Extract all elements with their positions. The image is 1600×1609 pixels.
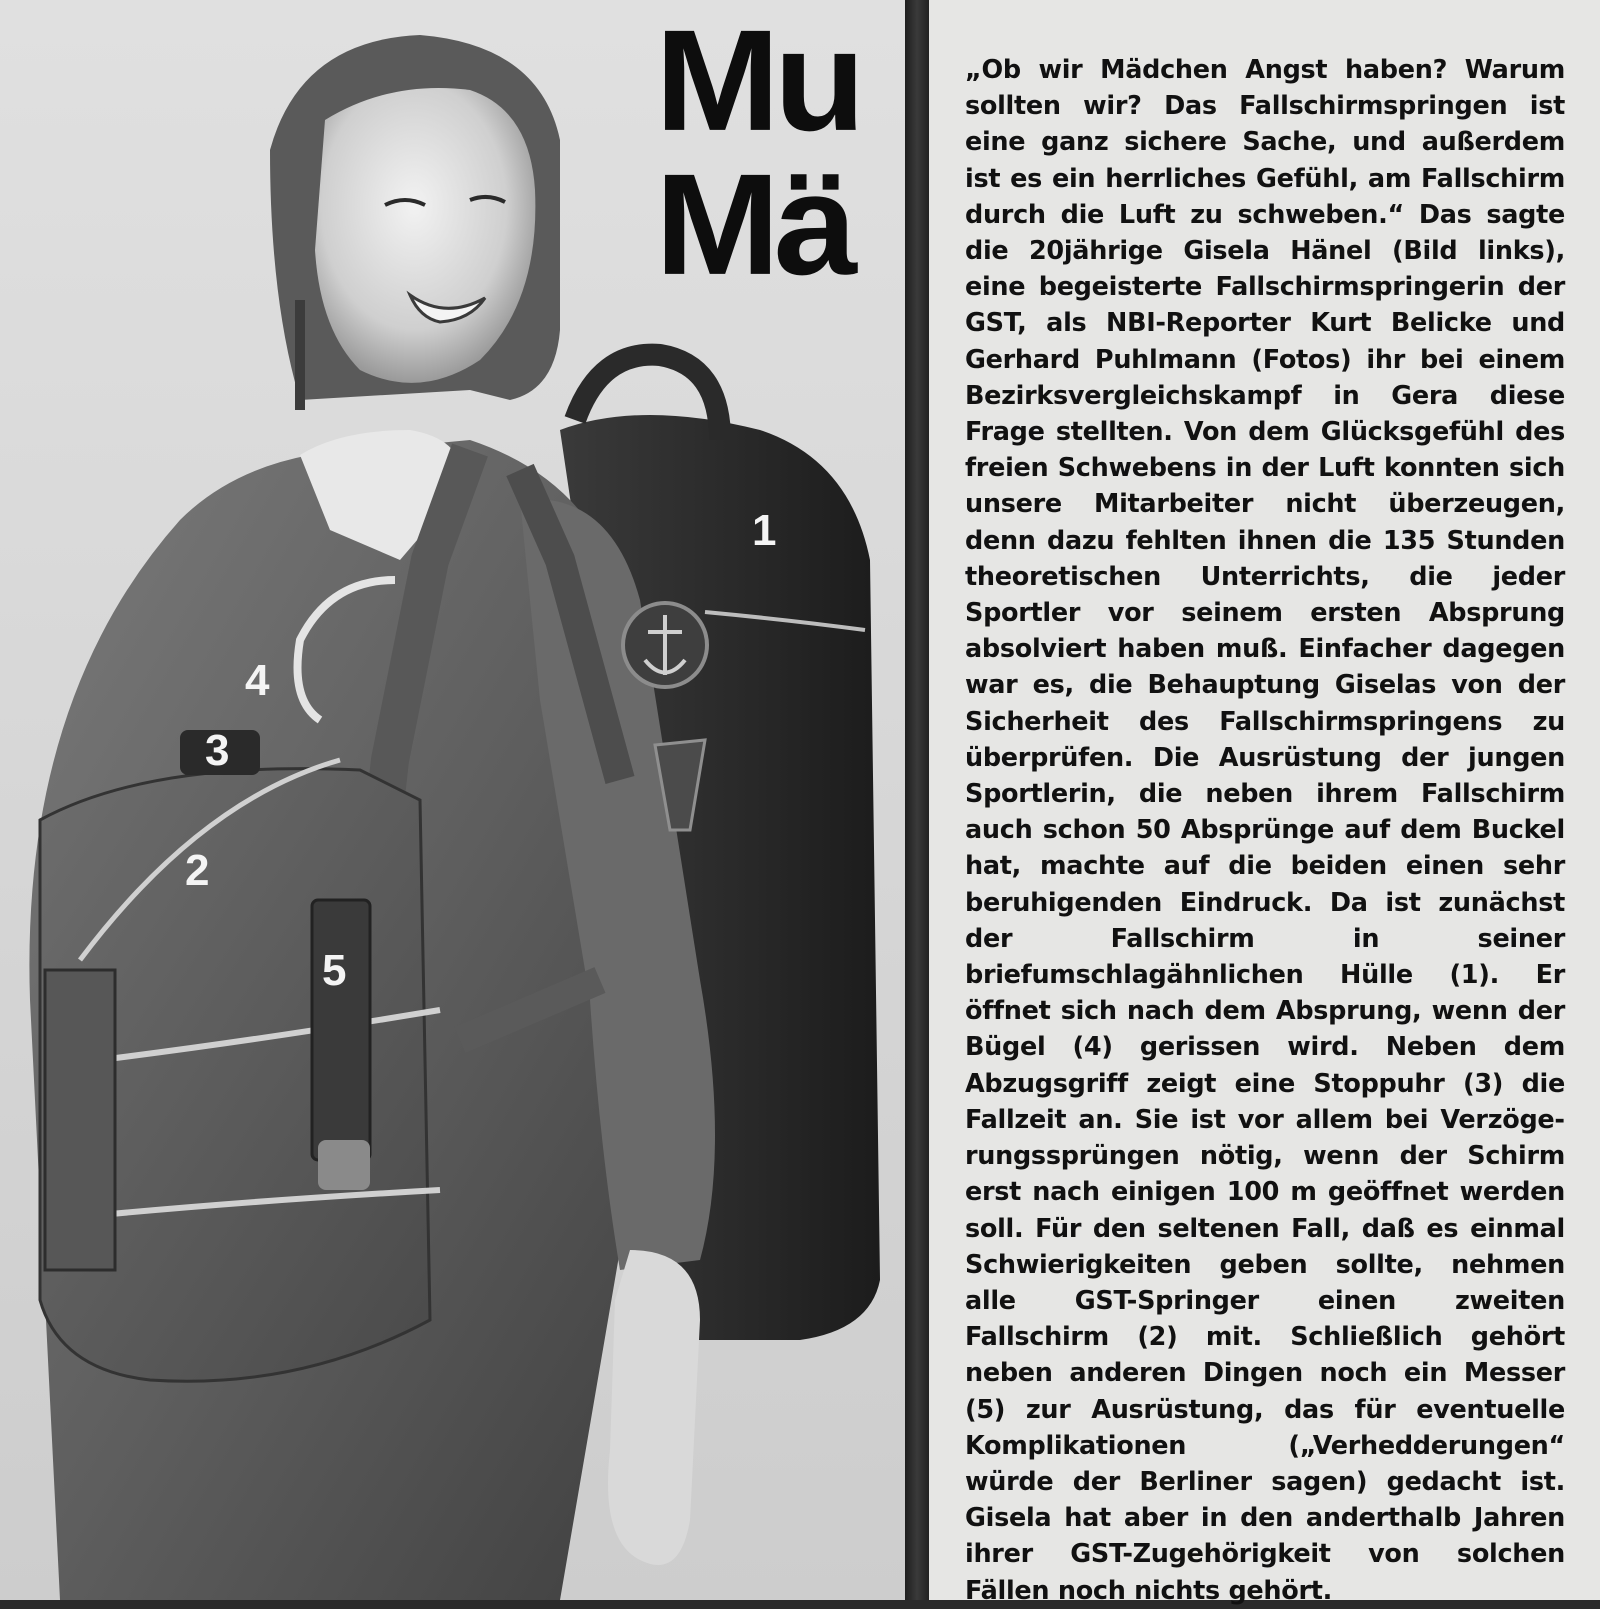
marker-label-2: 2	[185, 846, 210, 895]
knife-sheath-tip	[318, 1140, 370, 1190]
headline-line-2: Mä	[655, 143, 852, 305]
article-body: „Ob wir Mädchen Angst haben? Warum sollten wir? Das Fallschirmspringen ist eine ganz sichere Sache, und außerdem ist es ein herrliches Gefühl, am Fallschirm durch die Luft zu schweben.“ Das sagte die 20jährige Gisela Hänel (Bild links), eine begeisterte Fallschirmspringerin der GST, als NBI-Reporter Kurt Belicke und Gerhard Puhlmann (Fotos) ihr bei einem Bezirksvergleichskampf in Gera diese Frage stellten. Von dem Glücksgefühl des freien Schwebens in der Luft konnten sich unsere Mitarbeiter nicht überzeugen, denn dazu fehlten ihnen die 135 Stunden theoretischen Unterrichts, die jeder Sportler vor seinem ersten Absprung absolviert haben muß. Einfacher dagegen war es, die Behauptung Giselas von der Sicherheit des Fallschirmspringens zu überprüfen. Die Ausrüstung der jungen Sportlerin, die neben ihrem Fallschirm auch schon 50 Absprünge auf dem Buckel hat, machte auf die beiden einen sehr beruhigenden Eindruck. Da ist zunächst der Fallschirm in seiner briefumschlagähnlichen Hülle (1). Er öffnet sich nach dem Absprung, wenn der Bügel (4) gerissen wird. Neben dem Abzugsgriff zeigt eine Stoppuhr (3) die Fallzeit an. Sie ist vor allem bei Verzögerungssprüngen nötig, wenn der Schirm erst nach einigen 100 m geöffnet werden soll. Für den seltenen Fall, daß es einmal Schwierigkeiten geben sollte, nehmen alle GST-Springer einen zweiten Fallschirm (2) mit. Schließlich gehört neben anderen Dingen noch ein Messer (5) zur Ausrüstung, das für eventuelle Komplikationen („Verhedderungen“ würde der Berliner sagen) gedacht ist. Gisela hat aber in den anderthalb Jahren ihrer GST-Zugehörigkeit von solchen Fällen noch nichts gehört.	[965, 55, 1565, 1606]
hand	[608, 1250, 700, 1565]
headline-line-1: Mu	[655, 0, 860, 161]
marker-label-3: 3	[205, 726, 230, 775]
marker-label-5: 5	[322, 946, 347, 995]
headline	[655, 0, 905, 305]
knife-sheath	[312, 900, 370, 1160]
page-gutter	[905, 0, 929, 1600]
text-page	[929, 0, 1600, 1606]
marker-label-4: 4	[245, 656, 270, 705]
reserve-side-panel	[45, 970, 115, 1270]
marker-label-1: 1	[752, 506, 777, 555]
